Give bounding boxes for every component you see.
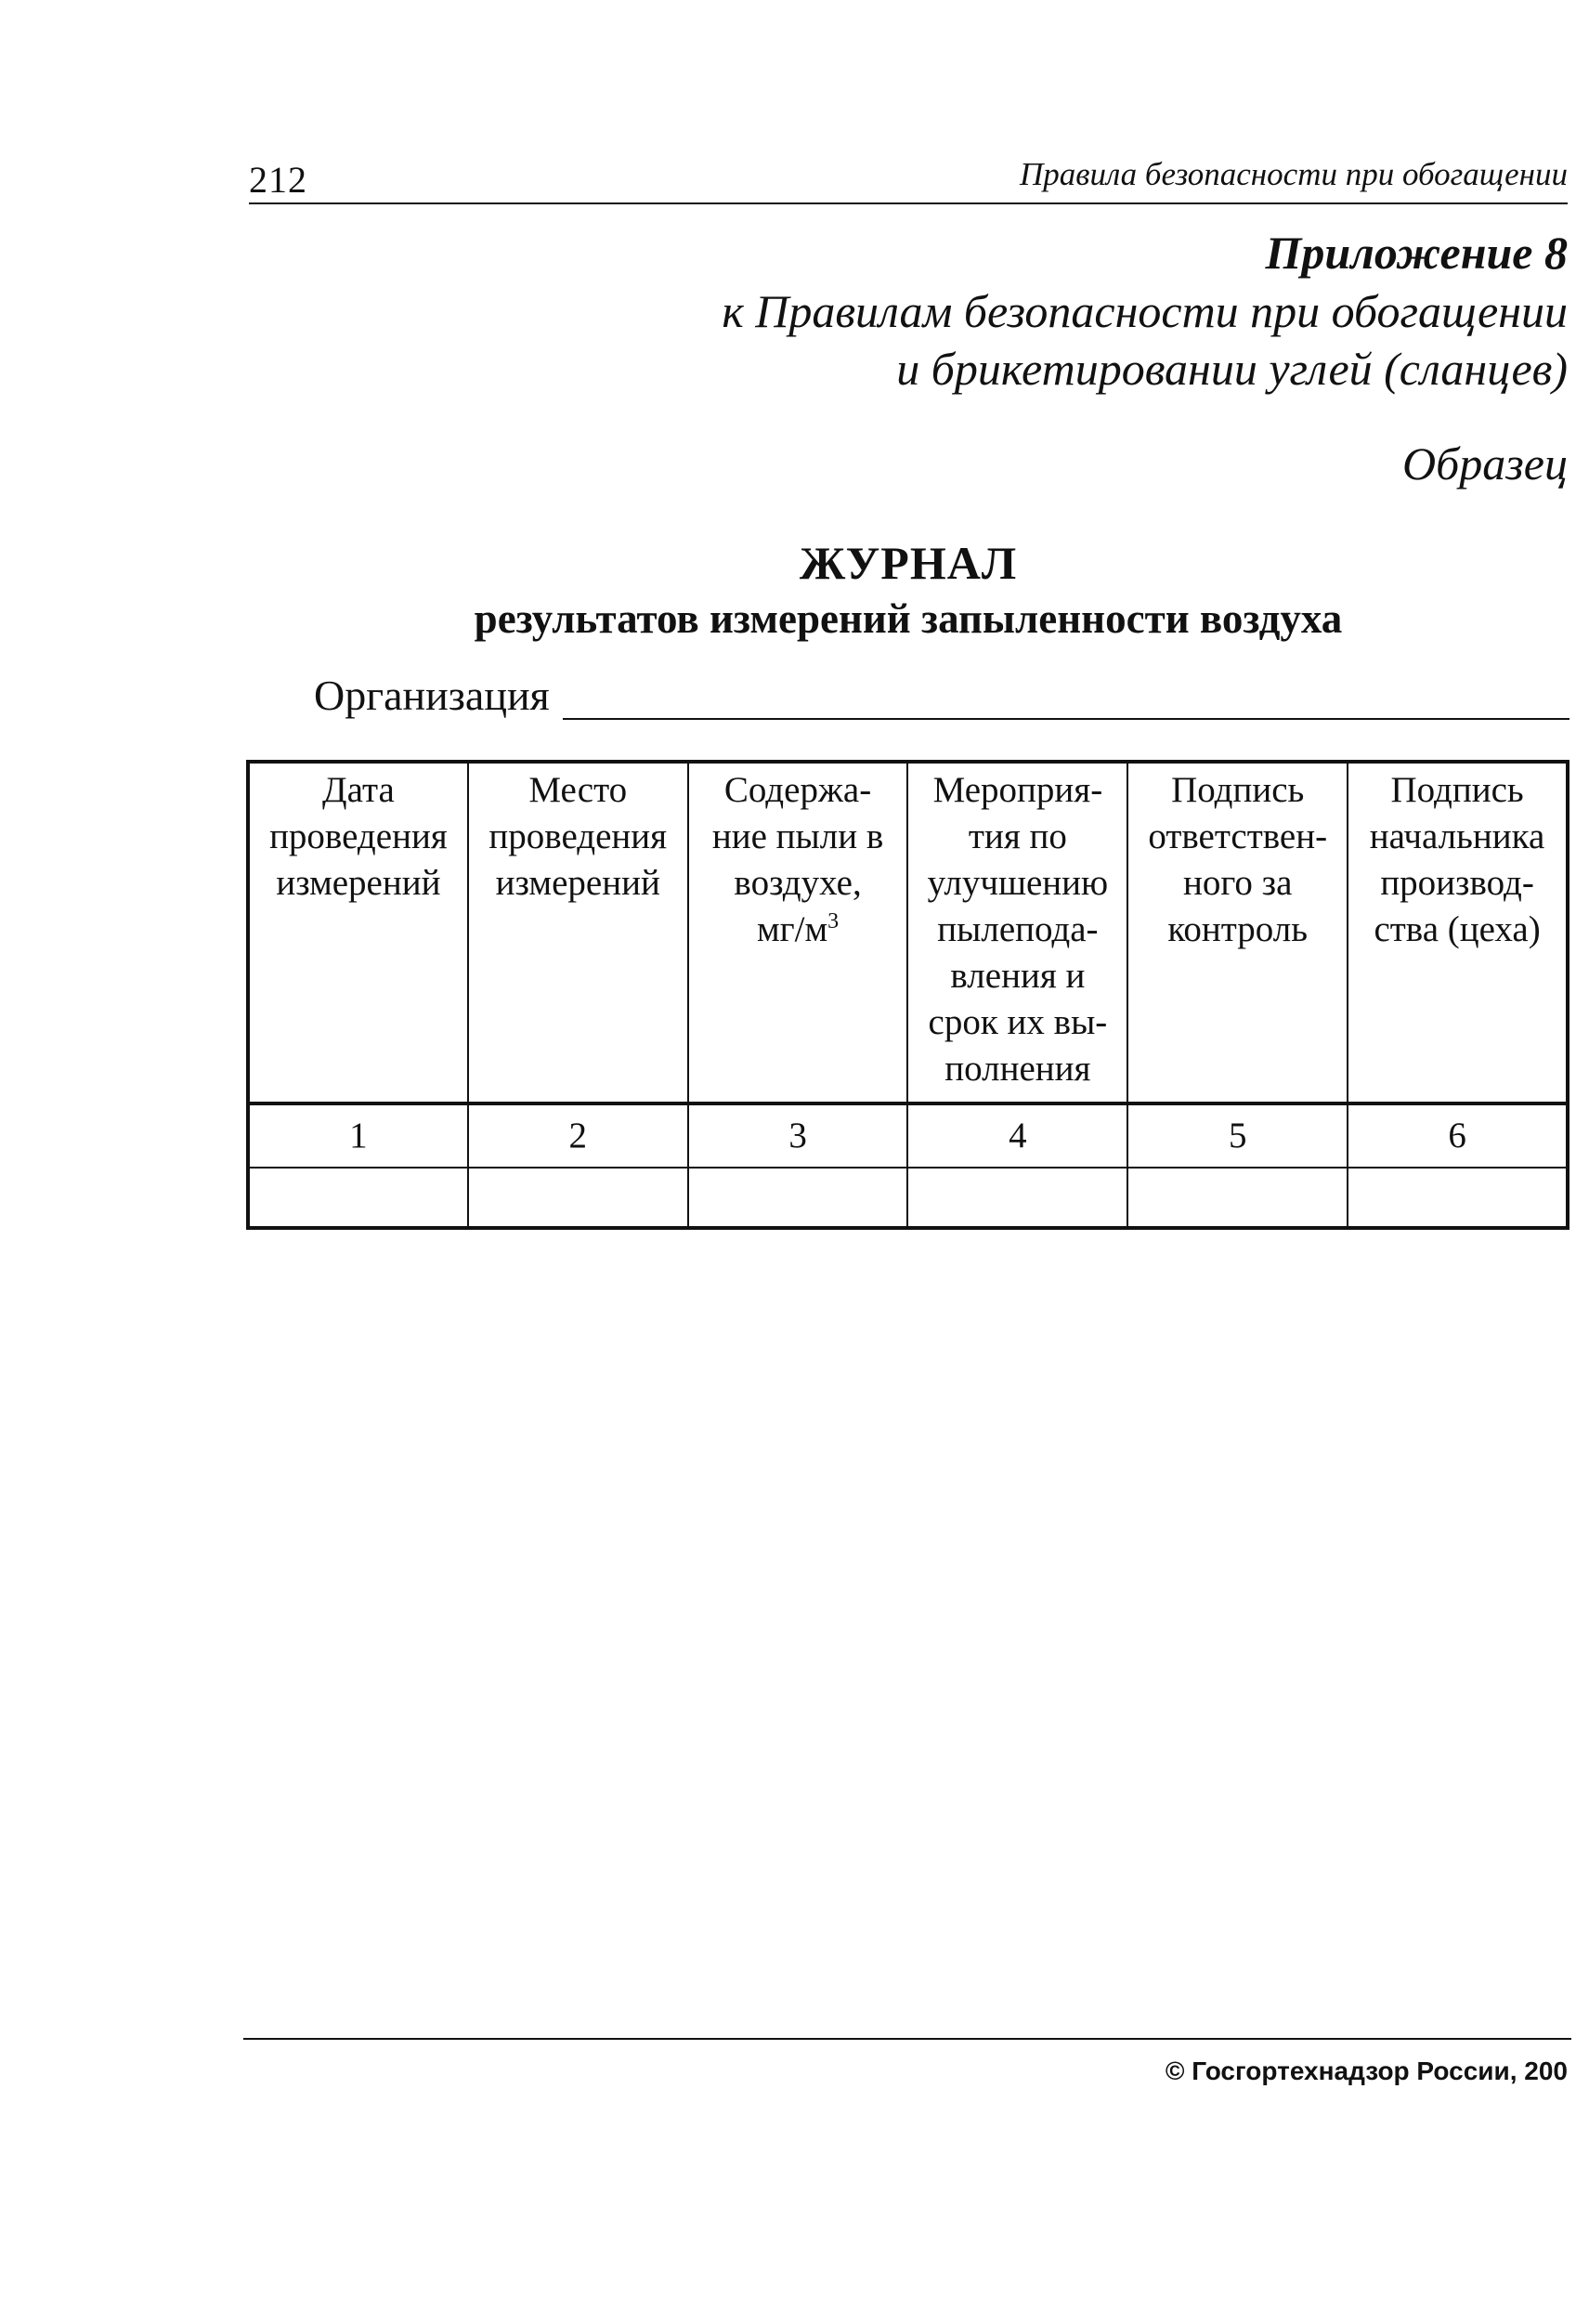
table-cell[interactable] [688, 1168, 908, 1228]
table-row [248, 1168, 1568, 1228]
footer-copyright: © Госгортехнадзор России, 200 [1165, 2056, 1568, 2085]
column-header-line: Место [528, 770, 628, 810]
column-header-line: ответствен- [1148, 816, 1328, 856]
column-header-line: производ- [1380, 863, 1534, 903]
column-number-cell: 1 [248, 1103, 468, 1168]
column-header-line: пылепода- [937, 909, 1099, 949]
column-number-row [248, 1103, 1568, 1168]
table-cell[interactable] [468, 1168, 688, 1228]
column-header-line: полнения [944, 1049, 1091, 1089]
document-title: ЖУРНАЛ [799, 537, 1018, 589]
column-header-line: улучшению [927, 863, 1109, 903]
organization-row [314, 671, 1569, 720]
unit-superscript: 3 [827, 909, 840, 934]
appendix-line-2: и брикетировании углей (сланцев) [896, 343, 1568, 395]
column-header-line: вления и [950, 956, 1086, 996]
appendix-line-1: к Правилам безопасности при обогащении [722, 285, 1568, 337]
column-header-line: Подпись [1171, 770, 1305, 810]
table-cell[interactable] [907, 1168, 1127, 1228]
column-header-line [693, 907, 904, 953]
column-header-line: измерений [495, 863, 660, 903]
document-subtitle: результатов измерений запыленности воздуха [474, 595, 1343, 642]
appendix-title: Приложение 8 [1265, 227, 1568, 279]
column-number-cell: 5 [1127, 1103, 1348, 1168]
column-number-cell: 3 [688, 1103, 908, 1168]
column-header-2 [468, 762, 688, 1103]
column-header-line: Мероприя- [932, 770, 1103, 810]
column-header-line: воздухе, [734, 863, 862, 903]
column-header-line: измерений [276, 863, 441, 903]
column-header-line: ние пыли в [711, 816, 884, 856]
column-header-line: проведения [269, 816, 448, 856]
organization-field[interactable] [563, 679, 1569, 720]
table-cell[interactable] [1127, 1168, 1348, 1228]
column-header-line: Дата [322, 770, 395, 810]
footer-divider [243, 2038, 1571, 2040]
journal-table [246, 760, 1569, 1230]
sample-label: Образец [1402, 437, 1568, 490]
column-header-line: срок их вы- [928, 1002, 1108, 1042]
table-cell[interactable] [248, 1168, 468, 1228]
appendix-block [722, 223, 1568, 398]
running-title: Правила безопасности при обогащении [1019, 156, 1568, 192]
column-header-1 [248, 762, 468, 1103]
column-header-5 [1127, 762, 1348, 1103]
unit-text: мг/м [756, 909, 828, 949]
column-header-line: начальника [1369, 816, 1545, 856]
page-number: 212 [249, 159, 307, 201]
column-number-cell: 6 [1348, 1103, 1568, 1168]
column-header-4 [907, 762, 1127, 1103]
table-cell[interactable] [1348, 1168, 1568, 1228]
header-divider [249, 202, 1568, 204]
column-number-cell: 4 [907, 1103, 1127, 1168]
column-header-line: контроль [1167, 909, 1309, 949]
column-header-line: ного за [1183, 863, 1293, 903]
organization-label: Организация [314, 672, 550, 719]
column-header-line: тия по [968, 816, 1067, 856]
column-header-3 [688, 762, 908, 1103]
column-header-6 [1348, 762, 1568, 1103]
column-header-line: ства (цеха) [1374, 909, 1541, 949]
column-header-line: Содержа- [723, 770, 872, 810]
column-number-cell: 2 [468, 1103, 688, 1168]
column-header-line: проведения [488, 816, 668, 856]
column-header-line: Подпись [1390, 770, 1524, 810]
table-header-row [248, 762, 1568, 1103]
